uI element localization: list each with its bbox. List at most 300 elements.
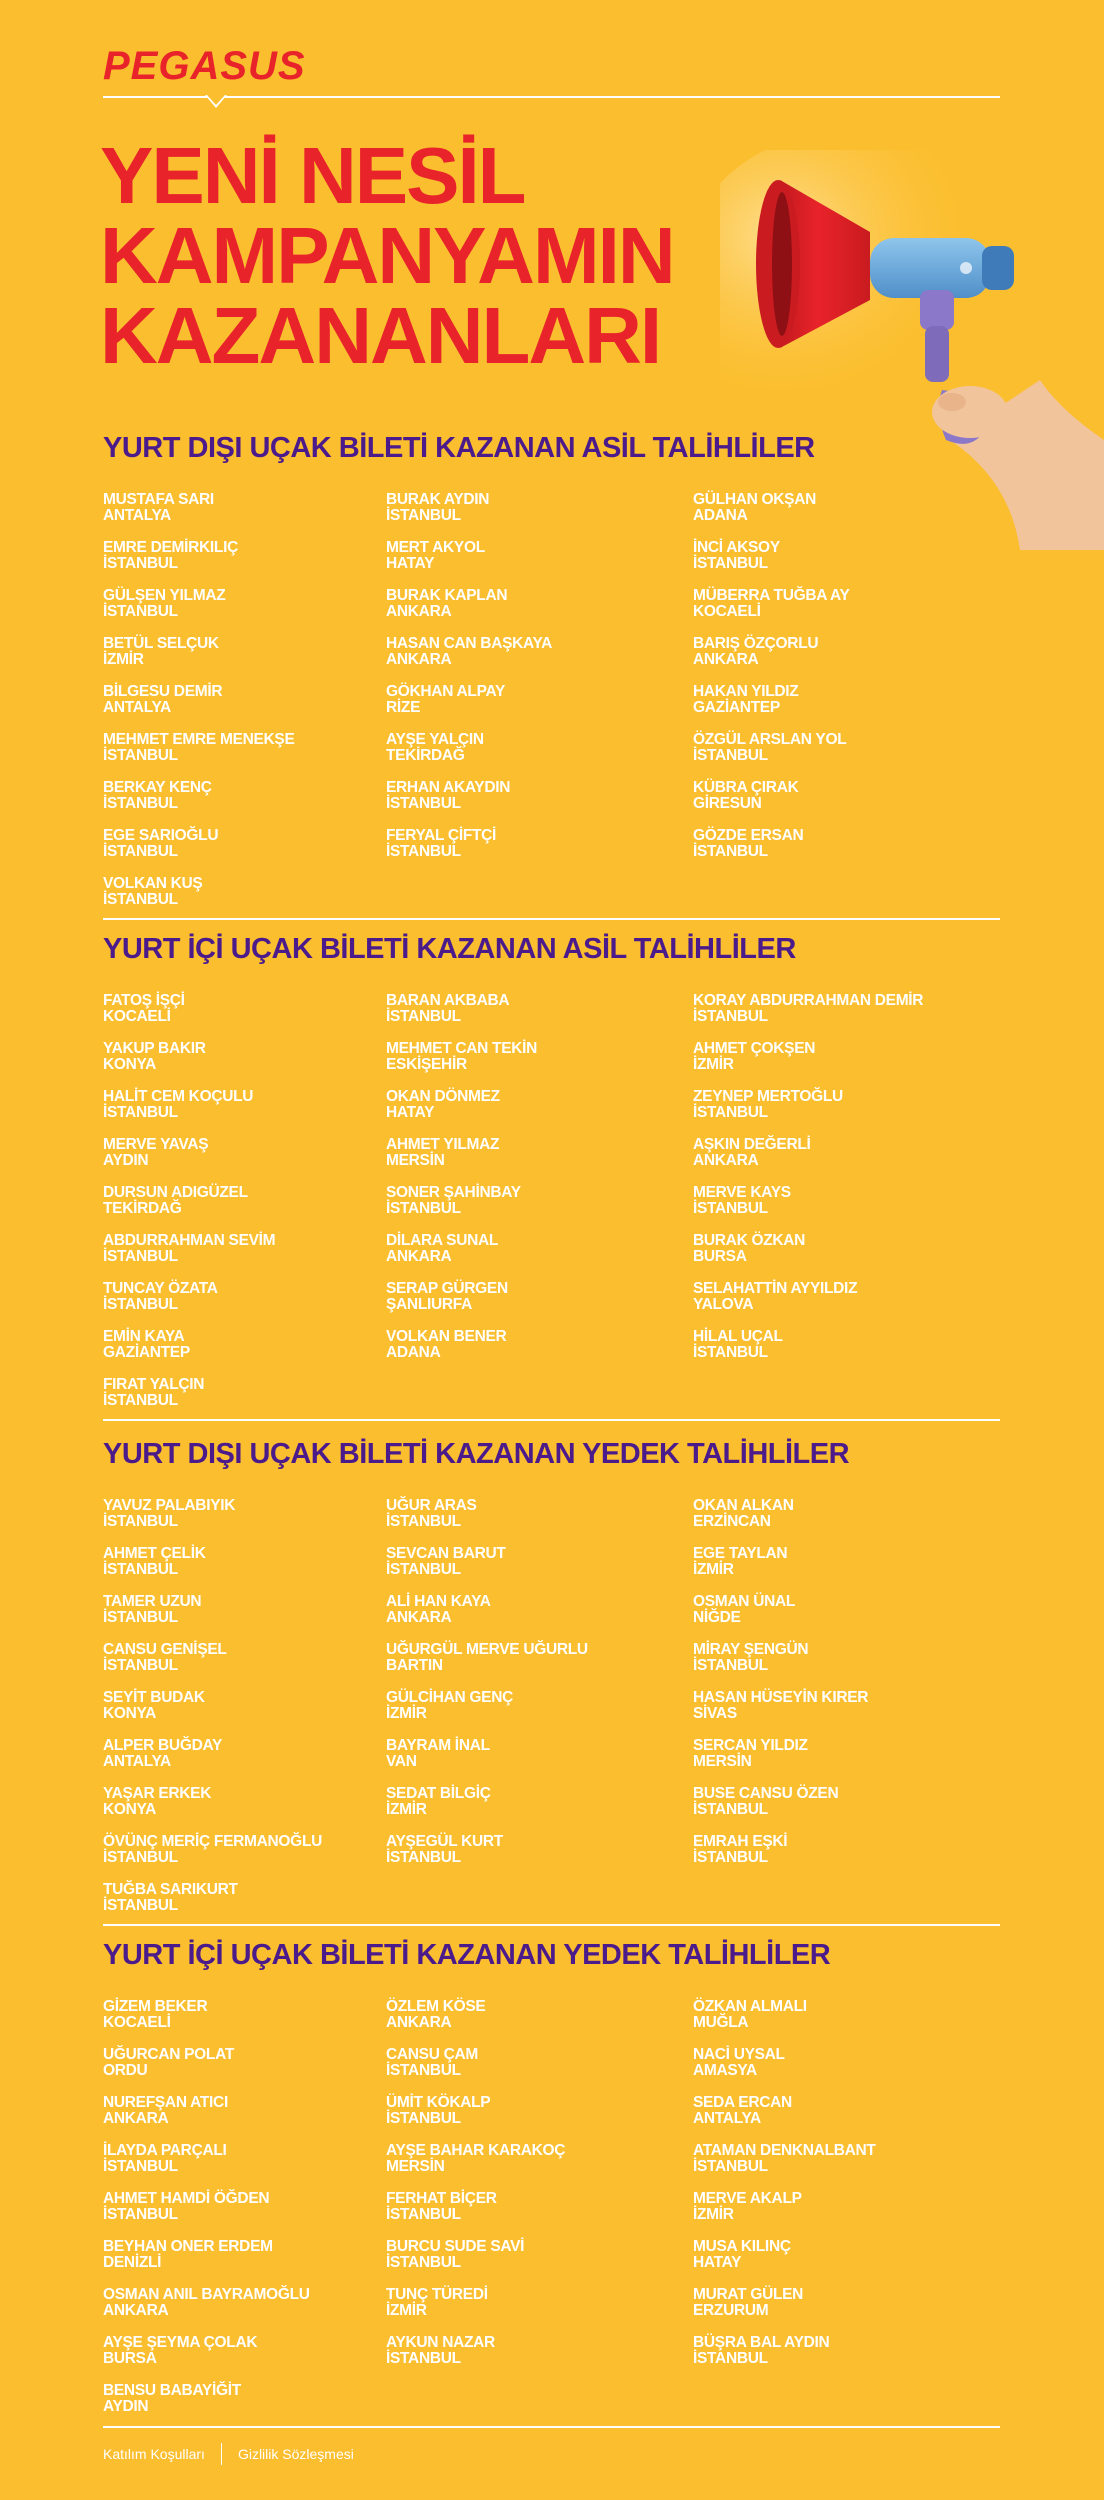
winner-item — [693, 2095, 876, 2143]
winner-city: İSTANBUL — [693, 1657, 768, 1674]
winner-city: İSTANBUL — [386, 1008, 461, 1025]
winner-item — [693, 540, 850, 588]
winner-item — [386, 2239, 565, 2287]
section-title: YURT DIŞI UÇAK BİLETİ KAZANAN YEDEK TALİHLİLER — [103, 1438, 850, 1470]
winner-name: MEHMET EMRE MENEKŞE — [103, 731, 295, 748]
winner-city: İSTANBUL — [386, 2062, 461, 2079]
winner-city: İZMİR — [103, 651, 144, 668]
winner-city: İSTANBUL — [103, 1296, 178, 1313]
winner-city: İZMİR — [693, 1561, 734, 1578]
winner-name: MİRAY ŞENGÜN — [693, 1641, 809, 1658]
winner-item — [103, 1882, 322, 1930]
winner-name: GÖZDE ERSAN — [693, 827, 804, 844]
winner-name: AYŞE ŞEYMA ÇOLAK — [103, 2334, 258, 2351]
winner-name: EGE TAYLAN — [693, 1545, 788, 1562]
section-divider — [103, 918, 1000, 920]
winner-name: KÜBRA ÇIRAK — [693, 779, 799, 796]
winner-city: KOCAELİ — [103, 2014, 171, 2031]
section-international-reserve — [103, 1438, 1003, 1914]
winner-name: ÜMİT KÖKALP — [386, 2094, 491, 2111]
winner-name: BETÜL SELÇUK — [103, 635, 219, 652]
winner-city: İSTANBUL — [103, 1104, 178, 1121]
winner-city: İSTANBUL — [386, 2110, 461, 2127]
winner-name: İLAYDA PARÇALI — [103, 2142, 227, 2159]
winner-item — [103, 1642, 322, 1690]
winner-city: İSTANBUL — [693, 1104, 768, 1121]
winners-column-2 — [386, 492, 552, 876]
winner-city: İSTANBUL — [693, 1801, 768, 1818]
winner-name: NUREFŞAN ATICI — [103, 2094, 228, 2111]
winner-name: ÖVÜNÇ MERİÇ FERMANOĞLU — [103, 1833, 323, 1850]
winner-name: GÖKHAN ALPAY — [386, 683, 505, 700]
winner-name: OSMAN ÜNAL — [693, 1593, 796, 1610]
winner-city: MERSİN — [386, 1152, 445, 1169]
winner-name: FERYAL ÇİFTÇİ — [386, 827, 497, 844]
winner-name: UĞURGÜL MERVE UĞURLU — [386, 1641, 588, 1658]
winner-name: AHMET ÇOKŞEN — [693, 1040, 816, 1057]
winner-name: YAVUZ PALABIYIK — [103, 1497, 236, 1514]
winner-name: BİLGESU DEMİR — [103, 683, 223, 700]
winner-name: BARAN AKBABA — [386, 992, 510, 1009]
winner-name: AHMET YILMAZ — [386, 1136, 500, 1153]
winner-city: İSTANBUL — [103, 555, 178, 572]
winner-name: MERT AKYOL — [386, 539, 485, 556]
winner-city: AMASYA — [693, 2062, 757, 2079]
winner-city: İSTANBUL — [386, 1561, 461, 1578]
winner-item — [386, 732, 552, 780]
winner-city: KONYA — [103, 1705, 157, 1722]
winner-item — [103, 2095, 310, 2143]
winner-name: ZEYNEP MERTOĞLU — [693, 1088, 843, 1105]
winner-city: YALOVA — [693, 1296, 754, 1313]
winner-city: İSTANBUL — [103, 1248, 178, 1265]
section-divider — [103, 1924, 1000, 1926]
winner-name: OKAN DÖNMEZ — [386, 1088, 500, 1105]
winner-name: SEYİT BUDAK — [103, 1689, 205, 1706]
winner-item — [693, 492, 850, 540]
section-title: YURT DIŞI UÇAK BİLETİ KAZANAN ASİL TALİHLİLER — [103, 432, 815, 464]
winner-item — [693, 2239, 876, 2287]
headline-line-2: KAMPANYAMIN — [100, 211, 674, 300]
winner-item — [693, 1233, 923, 1281]
winner-city: GAZİANTEP — [103, 1344, 190, 1361]
winner-name: ÖZLEM KÖSE — [386, 1998, 486, 2015]
winner-name: AYŞEGÜL KURT — [386, 1833, 503, 1850]
winner-item — [103, 492, 295, 540]
winner-item — [693, 2335, 876, 2383]
winner-city: HATAY — [386, 1104, 435, 1121]
winner-name: UĞUR ARAS — [386, 1497, 477, 1514]
winner-item — [103, 2287, 310, 2335]
winner-name: SERAP GÜRGEN — [386, 1280, 508, 1297]
winners-column-3 — [693, 1999, 876, 2383]
winner-city: İSTANBUL — [693, 2158, 768, 2175]
winners-column-2 — [386, 993, 537, 1377]
winner-item — [693, 684, 850, 732]
winner-item — [103, 780, 295, 828]
winner-city: KONYA — [103, 1801, 157, 1818]
winner-name: BURAK KAPLAN — [386, 587, 508, 604]
winner-item — [693, 1786, 868, 1834]
winner-name: ALPER BUĞDAY — [103, 1737, 222, 1754]
winner-city: İSTANBUL — [103, 843, 178, 860]
winner-city: ANTALYA — [103, 507, 171, 524]
winner-item — [693, 993, 923, 1041]
winner-city: KOCAELİ — [103, 1008, 171, 1025]
winner-city: KOCAELİ — [693, 603, 761, 620]
section-title: YURT İÇİ UÇAK BİLETİ KAZANAN ASİL TALİHLİLER — [103, 933, 796, 965]
winner-name: EMİN KAYA — [103, 1328, 185, 1345]
winner-name: MERVE AKALP — [693, 2190, 802, 2207]
winner-city: ESKİŞEHİR — [386, 1056, 467, 1073]
winner-item — [103, 1999, 310, 2047]
winner-name: EMRAH EŞKİ — [693, 1833, 788, 1850]
winner-name: GİZEM BEKER — [103, 1998, 208, 2015]
headline-line-1: YENİ NESİL — [100, 131, 525, 220]
winner-item — [103, 1137, 275, 1185]
winner-name: HASAN CAN BAŞKAYA — [386, 635, 553, 652]
winner-city: BURSA — [103, 2350, 157, 2367]
winner-city: MERSİN — [693, 1753, 752, 1770]
winner-item — [103, 1041, 275, 1089]
winner-name: HAKAN YILDIZ — [693, 683, 799, 700]
winner-city: ANTALYA — [693, 2110, 761, 2127]
winner-name: YAŞAR ERKEK — [103, 1785, 212, 1802]
winner-item — [386, 2287, 565, 2335]
winner-item — [386, 2191, 565, 2239]
winner-name: MÜBERRA TUĞBA AY — [693, 587, 850, 604]
winner-city: İSTANBUL — [693, 1200, 768, 1217]
winner-city: İSTANBUL — [103, 1849, 178, 1866]
winner-item — [103, 2143, 310, 2191]
page-headline — [100, 131, 740, 380]
winners-column-2 — [386, 1498, 588, 1882]
winner-item — [693, 588, 850, 636]
winner-item — [386, 993, 537, 1041]
winner-name: GÜLHAN OKŞAN — [693, 491, 816, 508]
winner-city: ANKARA — [103, 2110, 169, 2127]
winner-name: OSMAN ANIL BAYRAMOĞLU — [103, 2286, 310, 2303]
megaphone-icon — [720, 150, 1104, 550]
winner-name: SONER ŞAHİNBAY — [386, 1184, 521, 1201]
winner-city: İSTANBUL — [693, 843, 768, 860]
winner-city: GİRESUN — [693, 795, 762, 812]
winner-item — [386, 1738, 588, 1786]
pegasus-logo[interactable]: PEGASUS — [103, 44, 306, 88]
winner-item — [386, 684, 552, 732]
winner-item — [103, 588, 295, 636]
winner-item — [693, 2287, 876, 2335]
winner-item — [693, 2191, 876, 2239]
winner-name: İNCİ AKSOY — [693, 539, 780, 556]
winner-city: İSTANBUL — [386, 507, 461, 524]
winner-city: ANKARA — [386, 603, 452, 620]
winner-item — [103, 2047, 310, 2095]
winner-item — [386, 1594, 588, 1642]
winner-name: BERKAY KENÇ — [103, 779, 212, 796]
winner-item — [693, 828, 850, 876]
winner-city: İSTANBUL — [386, 795, 461, 812]
winner-name: MUSTAFA SARI — [103, 491, 214, 508]
winner-city: İSTANBUL — [386, 2254, 461, 2271]
winner-city: ANKARA — [386, 651, 452, 668]
winner-city: İSTANBUL — [693, 747, 768, 764]
winner-city: İSTANBUL — [103, 1561, 178, 1578]
winner-city: GAZİANTEP — [693, 699, 780, 716]
winner-name: BURAK AYDIN — [386, 491, 490, 508]
winner-city: İZMİR — [693, 2206, 734, 2223]
winner-name: HASAN HÜSEYİN KIRER — [693, 1689, 869, 1706]
winner-item — [103, 1089, 275, 1137]
winner-city: İSTANBUL — [693, 2350, 768, 2367]
winner-item — [103, 1498, 322, 1546]
winner-item — [386, 492, 552, 540]
winner-name: SELAHATTİN AYYILDIZ — [693, 1280, 858, 1297]
winner-city: İZMİR — [386, 1801, 427, 1818]
winner-city: ADANA — [386, 1344, 441, 1361]
winners-column-1 — [103, 1498, 322, 1930]
winner-name: TUNCAY ÖZATA — [103, 1280, 218, 1297]
winner-item — [103, 1377, 275, 1425]
winner-city: İSTANBUL — [693, 1849, 768, 1866]
winner-name: BARIŞ ÖZÇORLU — [693, 635, 819, 652]
winner-name: FERHAT BİÇER — [386, 2190, 497, 2207]
winner-item — [386, 636, 552, 684]
winner-name: GÜLCİHAN GENÇ — [386, 1689, 513, 1706]
winner-city: ANKARA — [386, 1248, 452, 1265]
winner-name: FATOŞ İŞÇİ — [103, 992, 185, 1009]
winner-name: MEHMET CAN TEKİN — [386, 1040, 538, 1057]
winners-column-1 — [103, 492, 295, 924]
winner-item — [386, 1999, 565, 2047]
winner-item — [693, 780, 850, 828]
winner-item — [103, 2383, 310, 2431]
winner-item — [386, 2335, 565, 2383]
winner-city: ŞANLIURFA — [386, 1296, 472, 1313]
winner-name: GÜLŞEN YILMAZ — [103, 587, 226, 604]
winner-city: SİVAS — [693, 1705, 737, 1722]
winner-item — [386, 1089, 537, 1137]
winner-name: ÖZGÜL ARSLAN YOL — [693, 731, 847, 748]
winner-city: İSTANBUL — [103, 795, 178, 812]
winner-city: İSTANBUL — [103, 2206, 178, 2223]
winners-column-1 — [103, 1999, 310, 2431]
winner-item — [386, 1137, 537, 1185]
section-international-winners — [103, 432, 1003, 908]
winner-item — [386, 780, 552, 828]
winner-city: ADANA — [693, 507, 748, 524]
winner-name: AYKUN NAZAR — [386, 2334, 495, 2351]
winner-city: İSTANBUL — [103, 603, 178, 620]
winner-name: KORAY ABDURRAHMAN DEMİR — [693, 992, 924, 1009]
winner-city: BURSA — [693, 1248, 747, 1265]
winner-city: İSTANBUL — [103, 1657, 178, 1674]
winner-city: İSTANBUL — [386, 1513, 461, 1530]
winner-item — [386, 2047, 565, 2095]
winner-name: MERVE KAYS — [693, 1184, 791, 1201]
winner-name: EGE SARIOĞLU — [103, 827, 219, 844]
winner-city: ANTALYA — [103, 699, 171, 716]
winner-item — [103, 1546, 322, 1594]
winner-item — [693, 2047, 876, 2095]
section-domestic-reserve — [103, 1939, 1003, 2415]
winner-city: İSTANBUL — [103, 1609, 178, 1626]
winner-item — [386, 1642, 588, 1690]
winner-city: ANKARA — [386, 1609, 452, 1626]
winner-item — [693, 1642, 868, 1690]
winner-item — [103, 993, 275, 1041]
terms-link[interactable]: Katılım Koşulları — [103, 2446, 205, 2462]
winner-name: FIRAT YALÇIN — [103, 1376, 205, 1393]
winner-city: KONYA — [103, 1056, 157, 1073]
winner-item — [103, 540, 295, 588]
footer — [103, 2443, 354, 2465]
section-divider — [103, 1419, 1000, 1421]
winner-name: BENSU BABAYİĞİT — [103, 2382, 241, 2399]
winner-item — [693, 1999, 876, 2047]
winner-city: İSTANBUL — [103, 747, 178, 764]
winner-item — [386, 2095, 565, 2143]
winner-city: DENİZLİ — [103, 2254, 162, 2271]
winner-name: TUNÇ TÜREDİ — [386, 2286, 488, 2303]
winner-name: ÖZKAN ALMALI — [693, 1998, 807, 2015]
winner-city: İSTANBUL — [103, 1392, 178, 1409]
winner-name: AHMET HAMDİ ÖĞDEN — [103, 2190, 270, 2207]
header-divider — [103, 96, 1000, 98]
winner-item — [386, 1233, 537, 1281]
winner-name: AYŞE YALÇIN — [386, 731, 484, 748]
winner-name: TUĞBA SARIKURT — [103, 1881, 238, 1898]
winner-item — [386, 1185, 537, 1233]
winner-name: UĞURCAN POLAT — [103, 2046, 234, 2063]
winner-item — [386, 588, 552, 636]
winner-name: SEVCAN BARUT — [386, 1545, 506, 1562]
winner-item — [103, 876, 295, 924]
winner-name: SEDA ERCAN — [693, 2094, 792, 2111]
winner-item — [693, 1738, 868, 1786]
winner-city: NİĞDE — [693, 1609, 741, 1626]
winner-item — [103, 1690, 322, 1738]
winner-name: SERCAN YILDIZ — [693, 1737, 808, 1754]
winner-item — [693, 1594, 868, 1642]
winner-item — [386, 1041, 537, 1089]
winner-item — [103, 1185, 275, 1233]
winner-city: TEKİRDAĞ — [103, 1200, 182, 1217]
winner-city: İSTANBUL — [386, 843, 461, 860]
winners-column-1 — [103, 993, 275, 1425]
winner-item — [693, 1690, 868, 1738]
winner-item — [386, 1690, 588, 1738]
winner-item — [386, 1834, 588, 1882]
winner-item — [103, 2239, 310, 2287]
winner-name: MERVE YAVAŞ — [103, 1136, 209, 1153]
winner-city: İSTANBUL — [386, 1200, 461, 1217]
winner-name: ALİ HAN KAYA — [386, 1593, 491, 1610]
winner-item — [386, 1329, 537, 1377]
winners-column-3 — [693, 993, 923, 1377]
privacy-link[interactable]: Gizlilik Sözleşmesi — [237, 2446, 354, 2462]
winner-name: CANSU GENİŞEL — [103, 1641, 227, 1658]
winner-item — [693, 1834, 868, 1882]
winner-city: İZMİR — [386, 1705, 427, 1722]
winner-city: AYDIN — [103, 2398, 149, 2415]
winner-city: İSTANBUL — [103, 2158, 178, 2175]
winner-city: AYDIN — [103, 1152, 149, 1169]
winner-city: ERZURUM — [693, 2302, 769, 2319]
winner-item — [386, 828, 552, 876]
section-title: YURT İÇİ UÇAK BİLETİ KAZANAN YEDEK TALİHLİLER — [103, 1939, 831, 1971]
winner-item — [386, 2143, 565, 2191]
winner-item — [103, 1281, 275, 1329]
winner-city: İSTANBUL — [386, 1849, 461, 1866]
winner-item — [103, 2191, 310, 2239]
winner-name: BUSE CANSU ÖZEN — [693, 1785, 839, 1802]
winner-name: DURSUN ADIGÜZEL — [103, 1184, 248, 1201]
winner-item — [386, 1498, 588, 1546]
footer-separator — [221, 2443, 222, 2465]
winner-name: DİLARA SUNAL — [386, 1232, 499, 1249]
winner-item — [386, 540, 552, 588]
winner-item — [103, 2335, 310, 2383]
winner-item — [103, 1329, 275, 1377]
winner-item — [103, 1786, 322, 1834]
winner-city: ANKARA — [386, 2014, 452, 2031]
winner-city: ANKARA — [693, 1152, 759, 1169]
winner-city: İZMİR — [386, 2302, 427, 2319]
headline-line-3: KAZANANLARI — [100, 291, 661, 380]
winner-name: BURCU SUDE SAVİ — [386, 2238, 525, 2255]
winner-item — [103, 684, 295, 732]
winners-column-2 — [386, 1999, 565, 2383]
winner-city: BARTIN — [386, 1657, 443, 1674]
winner-name: BÜŞRA BAL AYDIN — [693, 2334, 830, 2351]
winner-name: VOLKAN BENER — [386, 1328, 507, 1345]
winner-item — [693, 1089, 923, 1137]
winner-item — [693, 1281, 923, 1329]
winner-city: ORDU — [103, 2062, 148, 2079]
winner-city: İSTANBUL — [103, 891, 178, 908]
winner-city: ANTALYA — [103, 1753, 171, 1770]
winner-item — [103, 732, 295, 780]
winner-name: AŞKIN DEĞERLİ — [693, 1136, 811, 1153]
winner-city: MUĞLA — [693, 2014, 749, 2031]
winner-city: İSTANBUL — [103, 1513, 178, 1530]
winner-name: HİLAL UÇAL — [693, 1328, 783, 1345]
winner-name: CANSU ÇAM — [386, 2046, 479, 2063]
winner-name: MUSA KILINÇ — [693, 2238, 791, 2255]
winner-item — [386, 1281, 537, 1329]
winner-city: RİZE — [386, 699, 421, 716]
winner-item — [693, 1137, 923, 1185]
winners-column-3 — [693, 1498, 868, 1882]
winner-name: ERHAN AKAYDIN — [386, 779, 511, 796]
winner-city: VAN — [386, 1753, 417, 1770]
winner-name: AYŞE BAHAR KARAKOÇ — [386, 2142, 566, 2159]
winner-name: VOLKAN KUŞ — [103, 875, 203, 892]
winner-name: EMRE DEMİRKILIÇ — [103, 539, 239, 556]
winner-name: ABDURRAHMAN SEVİM — [103, 1232, 276, 1249]
footer-divider — [103, 2426, 1000, 2428]
winner-item — [693, 1041, 923, 1089]
winner-item — [693, 1329, 923, 1377]
winner-name: BURAK ÖZKAN — [693, 1232, 806, 1249]
winner-city: MERSİN — [386, 2158, 445, 2175]
winner-name: BEYHAN ONER ERDEM — [103, 2238, 273, 2255]
winner-city: HATAY — [386, 555, 435, 572]
winner-item — [103, 828, 295, 876]
winner-city: ERZİNCAN — [693, 1513, 771, 1530]
winner-item — [103, 1594, 322, 1642]
